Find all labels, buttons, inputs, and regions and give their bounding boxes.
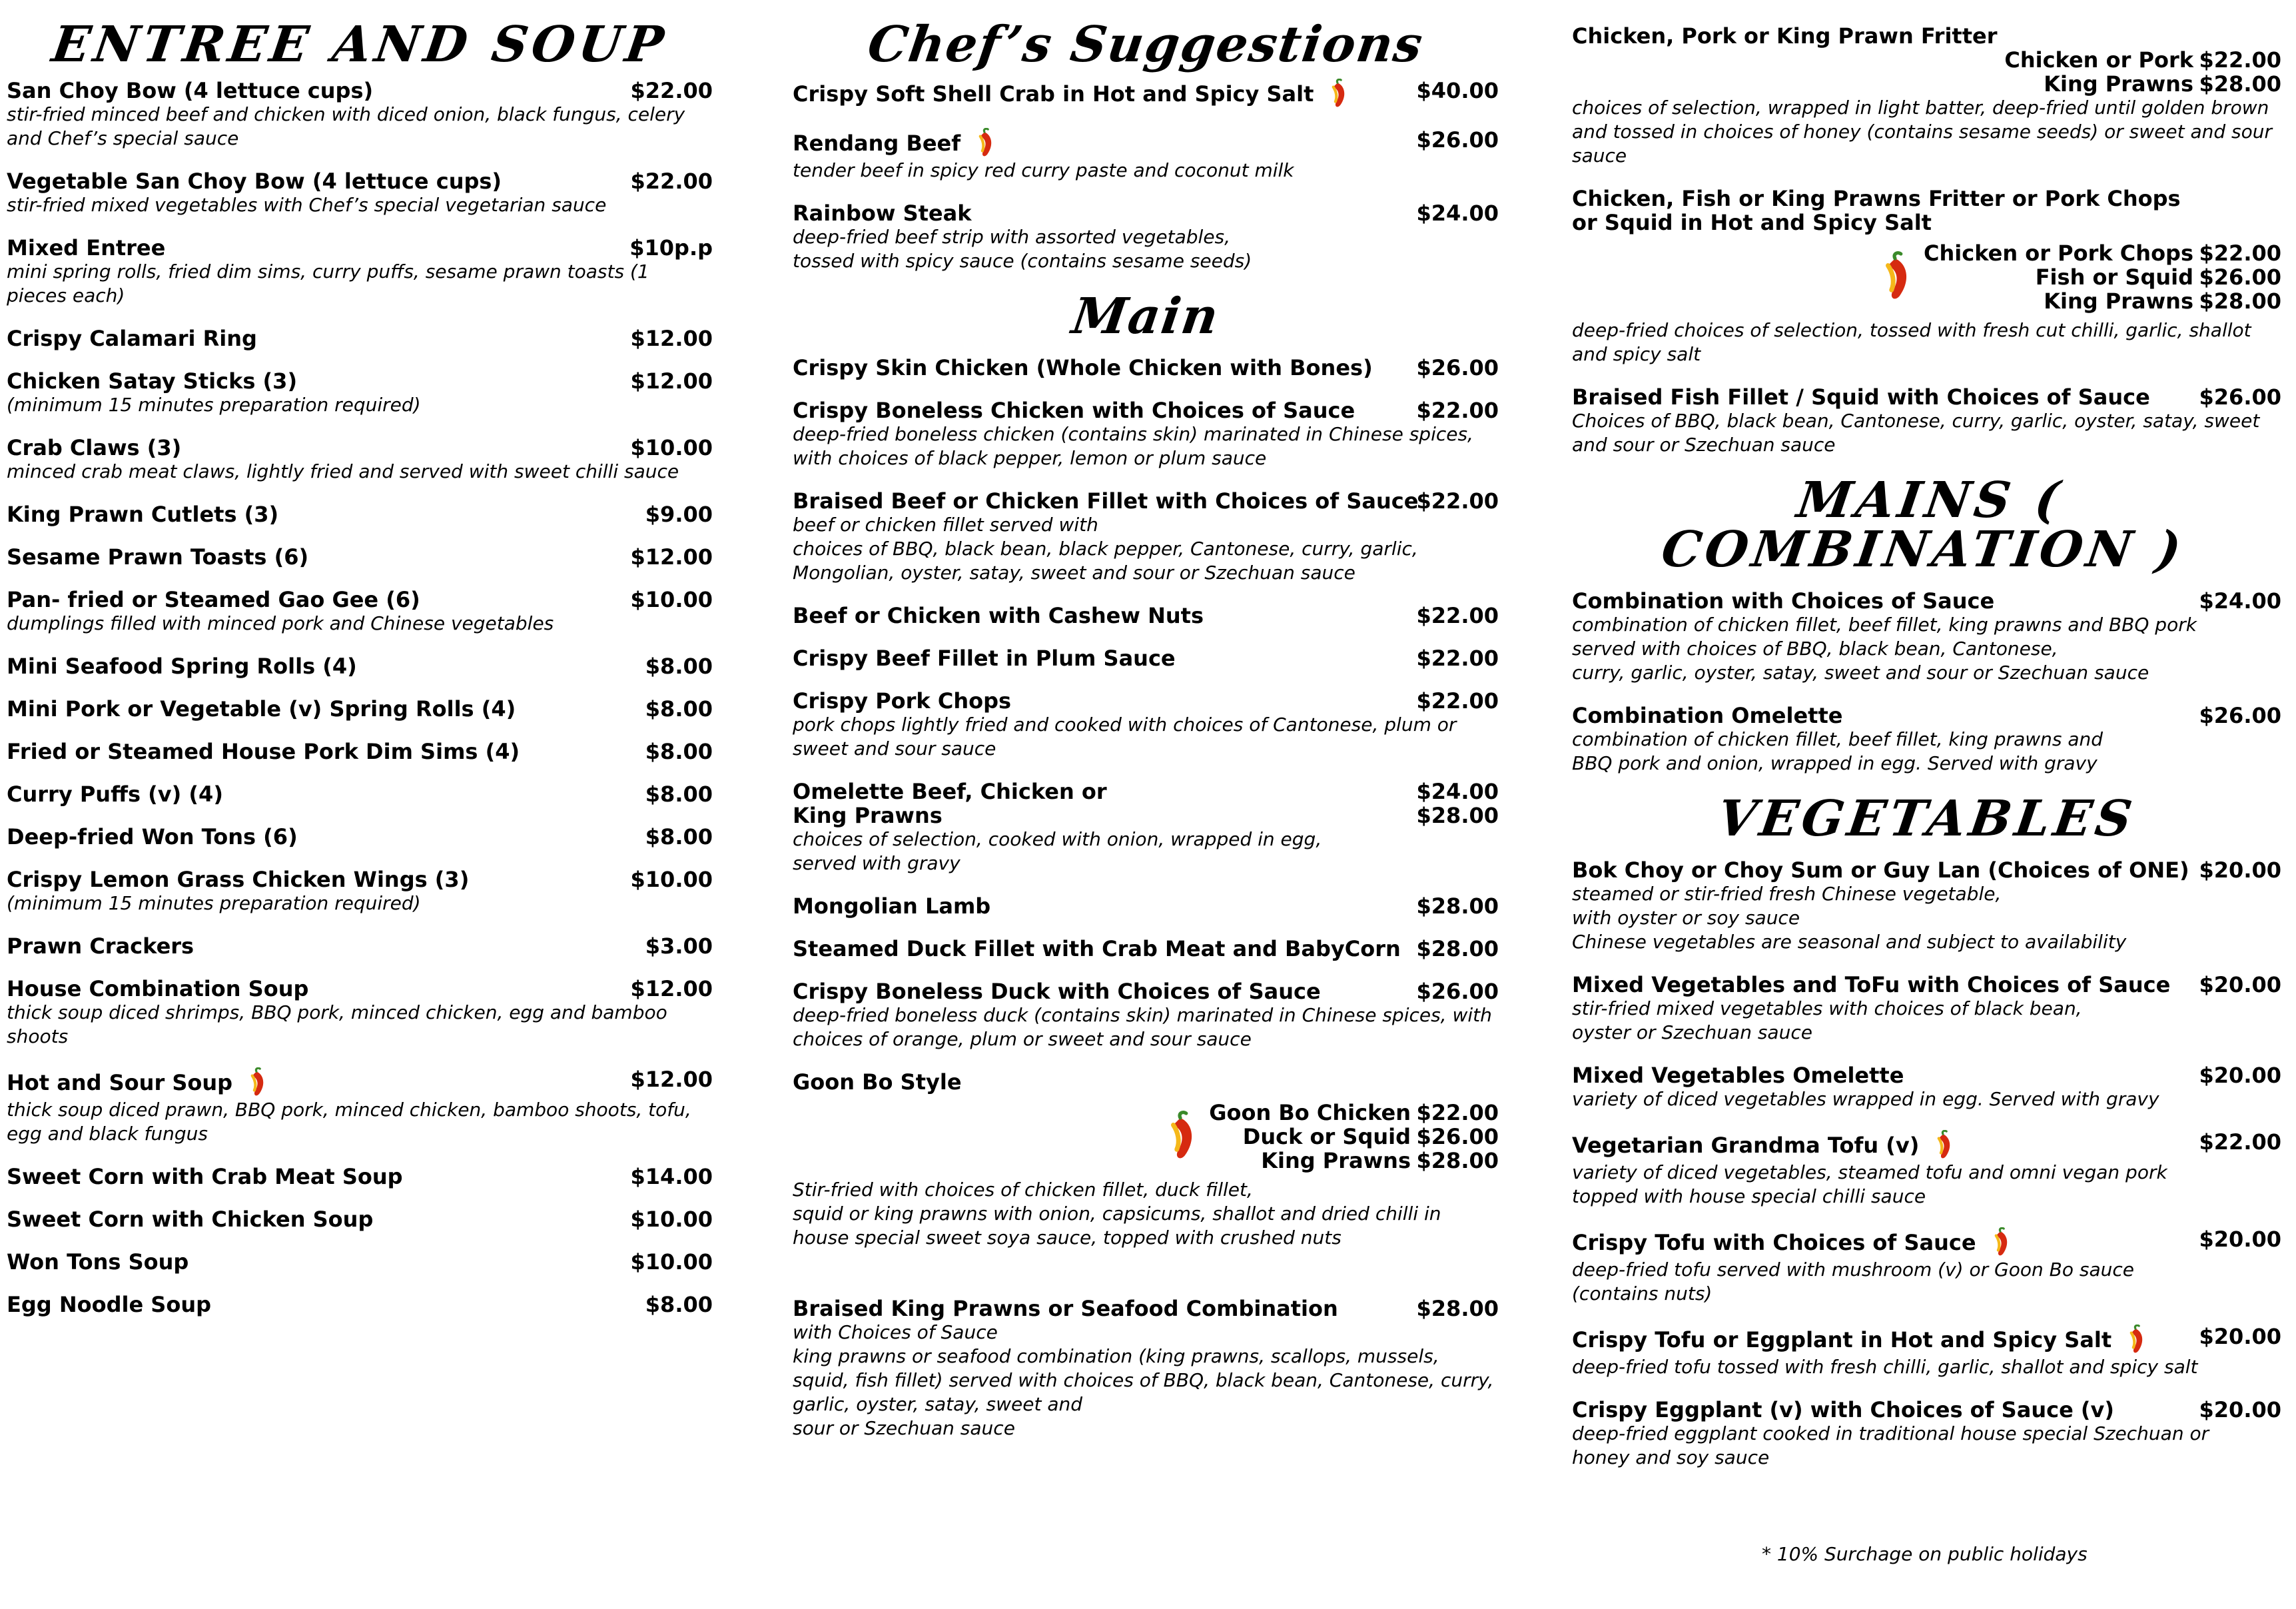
- item-description: dumplings filled with minced pork and Chinese vegetables: [7, 612, 554, 634]
- menu-item: [1572, 1130, 2281, 1209]
- item-price: $28.00: [1416, 1296, 1499, 1321]
- entree-soup-list: [7, 79, 713, 1317]
- item-price: $20.00: [2199, 1227, 2281, 1252]
- option-price: $26.00: [1416, 1124, 1499, 1149]
- item-description: beef or chicken fillet served with: [793, 514, 1098, 536]
- item-price: $22.00: [630, 78, 713, 103]
- item-description: squid or king prawns with onion, capsicums, shallot and dried chilli in house special sweet soya sauce, topped with crushed nuts: [793, 1203, 1441, 1249]
- option-price: $28.00: [2199, 71, 2281, 97]
- item-name-text: Hot and Sour Soup: [7, 1070, 233, 1095]
- item-name: [7, 79, 713, 103]
- chilli-icon: [1986, 1227, 2015, 1258]
- item-description: (minimum 15 minutes preparation required): [7, 394, 421, 416]
- item-description: choices of BBQ, black bean, black pepper, Cantonese, curry, garlic, Mongolian, oyster, satay, sweet and sour or Szechuan sauce: [793, 538, 1418, 584]
- item-name: [7, 934, 713, 958]
- item-price: $12.00: [630, 368, 713, 394]
- item-name: [7, 825, 713, 849]
- item-name-text: House Combination Soup: [7, 976, 309, 1001]
- item-description: steamed or stir-fried fresh Chinese vegetable,: [1572, 883, 2002, 905]
- menu-item: [1572, 704, 2281, 776]
- item-description: deep-fried tofu tossed with fresh chilli, garlic, shallot and spicy salt: [1572, 1356, 2198, 1378]
- item-price: $12.00: [630, 326, 713, 351]
- item-name-text: Mixed Vegetables and ToFu with Choices of Sauce: [1572, 972, 2171, 997]
- menu-item: [7, 502, 713, 526]
- option-row: [1209, 1149, 1499, 1173]
- item-price: $20.00: [2199, 857, 2281, 883]
- item-price: $10.00: [630, 587, 713, 612]
- chef-suggestions-heading: Chef’s Suggestions: [864, 16, 1427, 73]
- item-name-text: Egg Noodle Soup: [7, 1292, 211, 1317]
- spicy-salt-options: [1572, 241, 2281, 313]
- item-name: [7, 369, 713, 393]
- item-name: [793, 128, 1499, 159]
- item-name: [7, 169, 713, 193]
- item-price: $28.00: [1416, 803, 1499, 828]
- item-description: deep-fried boneless duck (contains skin) marinated in Chinese spices, with choices of orange, plum or sweet and sour sauce: [793, 1004, 1492, 1050]
- item-name: [793, 979, 1499, 1003]
- item-name-text: Chicken Satay Sticks (3): [7, 368, 298, 394]
- option-label: King Prawns: [1261, 1148, 1411, 1173]
- item-name: [1572, 589, 2281, 613]
- spicy-salt-item: [1572, 187, 2281, 366]
- chilli-icon: [1157, 1108, 1204, 1165]
- item-name: [793, 398, 1499, 422]
- item-name-text: Mixed Vegetables Omelette: [1572, 1063, 1904, 1088]
- item-description: (contains nuts): [1572, 1283, 1713, 1305]
- item-name-text: Crab Claws (3): [7, 435, 182, 460]
- menu-item: [7, 740, 713, 764]
- item-price: $22.00: [2199, 1129, 2281, 1155]
- menu-item: [793, 604, 1499, 628]
- main-list-continued: [793, 894, 1499, 1051]
- item-description: (minimum 15 minutes preparation required): [7, 892, 421, 914]
- menu-item: [7, 588, 713, 636]
- item-name: [7, 697, 713, 721]
- item-name-text: Rainbow Steak: [793, 201, 972, 226]
- item-description: stir-fried mixed vegetables with choices of black bean,: [1572, 997, 2082, 1019]
- option-row: [1209, 1125, 1499, 1149]
- option-price: $26.00: [2199, 265, 2281, 290]
- item-price: $8.00: [645, 739, 713, 764]
- item-name: [7, 1165, 713, 1189]
- item-price: $22.00: [1416, 688, 1499, 714]
- item-name: [1572, 973, 2281, 997]
- item-name: [1572, 1130, 2281, 1161]
- item-price: $20.00: [2199, 1063, 2281, 1088]
- item-description: pork chops lightly fried and cooked with choices of Cantonese, plum or sweet and sour sauce: [793, 714, 1457, 760]
- item-name: [7, 740, 713, 764]
- item-price: $26.00: [1416, 127, 1499, 153]
- item-name-text: Combination with Choices of Sauce: [1572, 588, 1995, 614]
- item-name-text: Crispy Eggplant (v) with Choices of Sauce (v): [1572, 1397, 2115, 1422]
- main-list: [793, 356, 1499, 761]
- item-price: $40.00: [1416, 78, 1499, 103]
- option-row: [1209, 1101, 1499, 1125]
- option-row: [1572, 48, 2281, 72]
- item-description: deep-fried boneless chicken (contains skin) marinated in Chinese spices, with choices of black pepper, lemon or plum sauce: [793, 423, 1473, 469]
- menu-item: [7, 436, 713, 484]
- item-description: tender beef in spicy red curry paste and coconut milk: [793, 159, 1294, 181]
- item-name: Goon Bo Style: [793, 1069, 962, 1095]
- item-description: BBQ pork and onion, wrapped in egg. Served with gravy: [1572, 752, 2098, 774]
- item-name: [7, 1250, 713, 1274]
- chilli-icon: [1928, 1130, 1958, 1161]
- menu-item: [1572, 973, 2281, 1045]
- menu-item: [7, 236, 713, 308]
- item-price: $28.00: [1416, 936, 1499, 961]
- menu-item: [7, 654, 713, 678]
- item-price: $24.00: [1416, 779, 1499, 804]
- item-description: deep-fried beef strip with assorted vegetables,: [793, 226, 1231, 248]
- item-description: sour or Szechuan sauce: [793, 1417, 1015, 1439]
- item-price: $3.00: [645, 933, 713, 959]
- item-description: curry, garlic, oyster, satay, sweet and sour or Szechuan sauce: [1572, 662, 2149, 684]
- item-price: $10.00: [630, 1207, 713, 1232]
- entree-soup-column: [7, 0, 713, 1335]
- item-price: $10.00: [630, 435, 713, 460]
- item-price: $8.00: [645, 782, 713, 807]
- item-description: combination of chicken fillet, beef fillet, king prawns and BBQ pork: [1572, 614, 2197, 636]
- item-name-text: Crispy Lemon Grass Chicken Wings (3): [7, 867, 470, 892]
- item-description: mini spring rolls, fried dim sims, curry puffs, sesame prawn toasts (1 pieces each): [7, 261, 649, 306]
- item-price: $10.00: [630, 867, 713, 892]
- item-name-text: Braised Beef or Chicken Fillet with Choices of Sauce: [793, 488, 1419, 514]
- item-name: [1572, 1227, 2281, 1258]
- item-name: King Prawns: [793, 803, 943, 828]
- option-label: King Prawns: [2044, 288, 2193, 314]
- goon-bo-item: [793, 1070, 1499, 1250]
- item-description: stir-fried minced beef and chicken with diced onion, black fungus, celery and Chef’s special sauce: [7, 103, 685, 149]
- item-name-text: Steamed Duck Fillet with Crab Meat and BabyCorn: [793, 936, 1401, 961]
- menu-item: [793, 646, 1499, 670]
- option-label: King Prawns: [2044, 71, 2193, 97]
- item-price: $24.00: [2199, 588, 2281, 614]
- item-name: [7, 867, 713, 891]
- option-row: [1924, 241, 2281, 265]
- vegetables-list: [1572, 858, 2281, 1470]
- item-description: served with gravy: [793, 852, 960, 874]
- item-price: $9.00: [645, 502, 713, 527]
- item-description: with oyster or soy sauce: [1572, 907, 1800, 929]
- item-name-text: Vegetable San Choy Bow (4 lettuce cups): [7, 169, 502, 194]
- item-name: [7, 1067, 713, 1098]
- item-name-text: Combination Omelette: [1572, 703, 1843, 728]
- menu-item: [7, 1250, 713, 1274]
- item-description: topped with house special chilli sauce: [1572, 1185, 1926, 1207]
- item-price: $12.00: [630, 1067, 713, 1092]
- surcharge-note: * 10% Surchage on public holidays: [1762, 1543, 2088, 1565]
- item-name-text: Won Tons Soup: [7, 1249, 189, 1275]
- item-price: $24.00: [1416, 201, 1499, 226]
- option-label: Goon Bo Chicken: [1209, 1100, 1411, 1125]
- menu-item: [793, 894, 1499, 918]
- item-price: $22.00: [630, 169, 713, 194]
- chilli-icon: [2121, 1325, 2150, 1355]
- item-description: with Choices of Sauce: [793, 1321, 998, 1343]
- menu-item: [7, 1207, 713, 1231]
- item-name-text: Pan- fried or Steamed Gao Gee (6): [7, 587, 420, 612]
- chef-main-column: [793, 0, 1499, 1459]
- menu-item: [7, 169, 713, 217]
- item-name-text: Sweet Corn with Chicken Soup: [7, 1207, 374, 1232]
- item-name-text: Sesame Prawn Toasts (6): [7, 544, 309, 570]
- item-name-text: Crispy Skin Chicken (Whole Chicken with Bones): [793, 355, 1373, 380]
- item-price: $12.00: [630, 544, 713, 570]
- item-name-text: Mini Pork or Vegetable (v) Spring Rolls (4): [7, 696, 516, 722]
- item-description: Stir-fried with choices of chicken fillet, duck fillet,: [793, 1179, 1253, 1201]
- vegetables-heading: VEGETABLES: [1714, 790, 2139, 847]
- menu-item: [7, 369, 713, 417]
- item-name-text: Crispy Boneless Chicken with Choices of Sauce: [793, 398, 1355, 423]
- item-name: [1572, 704, 2281, 728]
- item-price: $26.00: [2199, 384, 2281, 410]
- item-name: [793, 356, 1499, 380]
- item-name: [7, 654, 713, 678]
- option-label: Duck or Squid: [1242, 1124, 1411, 1149]
- item-description: served with choices of BBQ, black bean, Cantonese,: [1572, 638, 2058, 660]
- item-name-text: Fried or Steamed House Pork Dim Sims (4): [7, 739, 520, 764]
- item-name-text: Crispy Pork Chops: [793, 688, 1012, 714]
- item-name-text: Crispy Boneless Duck with Choices of Sauce: [793, 979, 1321, 1004]
- item-name: [793, 201, 1499, 225]
- chilli-icon: [1872, 249, 1918, 306]
- mains-veg-column: [1572, 0, 2281, 1488]
- menu-item: [793, 398, 1499, 470]
- option-label: Chicken or Pork Chops: [1924, 241, 2193, 266]
- menu-item: [793, 79, 1499, 109]
- item-name: [793, 604, 1499, 628]
- item-description: deep-fried eggplant cooked in traditional house special Szechuan or: [1572, 1422, 2209, 1444]
- chilli-icon: [242, 1067, 271, 1098]
- item-name: Chicken, Fish or King Prawns Fritter or Pork Chops: [1572, 186, 2181, 211]
- item-name: Braised Fish Fillet / Squid with Choices of Sauce: [1572, 384, 2150, 410]
- item-description: thick soup diced prawn, BBQ pork, minced chicken, bamboo shoots, tofu, egg and black fungus: [7, 1099, 691, 1145]
- option-label: Chicken or Pork: [2004, 47, 2193, 73]
- fritter-options: [1572, 48, 2281, 96]
- menu-item: [7, 1165, 713, 1189]
- mains-combination-heading: MAINS ( COMBINATION ): [1658, 472, 2189, 578]
- fritter-item: [1572, 24, 2281, 168]
- item-name: [1572, 1325, 2281, 1355]
- item-name: [7, 977, 713, 1001]
- chilli-icon: [970, 128, 999, 159]
- main-heading: Main: [1068, 288, 1223, 345]
- item-name: [793, 646, 1499, 670]
- chef-suggestions-list: [793, 79, 1499, 273]
- item-name: [793, 79, 1499, 109]
- menu-item: [793, 489, 1499, 585]
- item-price: $12.00: [630, 976, 713, 1001]
- item-name: [7, 1293, 713, 1317]
- item-description: thick soup diced shrimps, BBQ pork, minced chicken, egg and bamboo shoots: [7, 1001, 667, 1047]
- item-price: $22.00: [1416, 488, 1499, 514]
- item-name-text: Mixed Entree: [7, 235, 166, 261]
- menu-item: [793, 689, 1499, 761]
- item-name: [793, 894, 1499, 918]
- item-description: tossed with spicy sauce (contains sesame seeds): [793, 250, 1252, 272]
- item-name-text: Mongolian Lamb: [793, 893, 991, 919]
- combination-list: [1572, 589, 2281, 776]
- item-price: $10p.p: [629, 235, 713, 261]
- item-description: combination of chicken fillet, beef fillet, king prawns and: [1572, 728, 2104, 750]
- item-description: deep-fried tofu served with mushroom (v) or Goon Bo sauce: [1572, 1259, 2134, 1281]
- item-name: Braised King Prawns or Seafood Combination: [793, 1296, 1338, 1321]
- item-price: $26.00: [1416, 979, 1499, 1004]
- item-description: choices of selection, cooked with onion, wrapped in egg,: [793, 828, 1322, 850]
- item-price: $22.00: [1416, 603, 1499, 628]
- menu-item: [7, 977, 713, 1049]
- item-price: $14.00: [630, 1164, 713, 1189]
- item-price: $22.00: [1416, 646, 1499, 671]
- option-row: [1924, 289, 2281, 313]
- option-price: $28.00: [2199, 288, 2281, 314]
- item-description: variety of diced vegetables wrapped in egg. Served with gravy: [1572, 1088, 2159, 1110]
- menu-item: [1572, 1398, 2281, 1470]
- item-name-text: Beef or Chicken with Cashew Nuts: [793, 603, 1204, 628]
- item-name-text: Crispy Beef Fillet in Plum Sauce: [793, 646, 1176, 671]
- item-name: [7, 588, 713, 612]
- item-name-text: Deep-fried Won Tons (6): [7, 824, 298, 849]
- option-label: Fish or Squid: [2035, 265, 2193, 290]
- item-price: $20.00: [2199, 1324, 2281, 1349]
- item-description: oyster or Szechuan sauce: [1572, 1021, 1812, 1043]
- item-name: [793, 937, 1499, 961]
- item-name-text: Vegetarian Grandma Tofu (v): [1572, 1133, 1920, 1158]
- menu-item: [7, 867, 713, 915]
- menu-item: [793, 979, 1499, 1051]
- item-description: Chinese vegetables are seasonal and subject to availability: [1572, 931, 2127, 953]
- item-name: [7, 236, 713, 260]
- menu-item: [7, 934, 713, 958]
- option-price: $22.00: [2199, 47, 2281, 73]
- item-name-text: Curry Puffs (v) (4): [7, 782, 223, 807]
- item-price: $8.00: [645, 1292, 713, 1317]
- item-name: [793, 689, 1499, 713]
- braised-fish-item: [1572, 385, 2281, 457]
- menu-item: [7, 697, 713, 721]
- item-price: $8.00: [645, 696, 713, 722]
- menu-item: [793, 356, 1499, 380]
- option-price: $28.00: [1416, 1148, 1499, 1173]
- menu-item: [793, 128, 1499, 183]
- item-description: choices of selection, wrapped in light batter, deep-fried until golden brown and tossed in choices of honey (contains sesame seeds) or sweet and sour sauce: [1572, 97, 2273, 167]
- entree-soup-heading: ENTREE AND SOUP: [48, 16, 671, 73]
- item-name: [1572, 1063, 2281, 1087]
- item-price: $26.00: [1416, 355, 1499, 380]
- item-price: $20.00: [2199, 972, 2281, 997]
- item-name: Chicken, Pork or King Prawn Fritter: [1572, 23, 1998, 49]
- option-row: [1572, 72, 2281, 96]
- item-name: [1572, 1398, 2281, 1422]
- item-name: or Squid in Hot and Spicy Salt: [1572, 210, 1932, 235]
- item-name: [7, 1207, 713, 1231]
- menu-item: [1572, 858, 2281, 954]
- item-name: [7, 545, 713, 569]
- item-description: king prawns or seafood combination (king prawns, scallops, mussels, squid, fish fillet) served with choices of BBQ, black bean, Cantonese, curry, garlic, oyster, satay, sweet and: [793, 1345, 1494, 1415]
- item-name-text: Crispy Tofu with Choices of Sauce: [1572, 1230, 1976, 1255]
- menu-item: [7, 825, 713, 849]
- menu-item: [1572, 1227, 2281, 1306]
- menu-item: [7, 1067, 713, 1146]
- menu-item: [793, 201, 1499, 273]
- item-name-text: Crispy Tofu or Eggplant in Hot and Spicy Salt: [1572, 1327, 2112, 1352]
- goon-bo-options: [793, 1101, 1499, 1173]
- item-name-text: Crispy Calamari Ring: [7, 326, 257, 351]
- item-name: [7, 326, 713, 350]
- option-row: [1924, 265, 2281, 289]
- item-price: $10.00: [630, 1249, 713, 1275]
- item-description: deep-fried choices of selection, tossed with fresh cut chilli, garlic, shallot and spicy salt: [1572, 319, 2251, 365]
- item-name-text: Rendang Beef: [793, 131, 961, 156]
- item-name: Omelette Beef, Chicken or: [793, 779, 1107, 804]
- item-price: $22.00: [1416, 398, 1499, 423]
- item-name: [7, 502, 713, 526]
- item-name-text: Prawn Crackers: [7, 933, 194, 959]
- menu-item: [7, 326, 713, 350]
- menu-item: [1572, 589, 2281, 685]
- item-name: [7, 782, 713, 806]
- item-name-text: Mini Seafood Spring Rolls (4): [7, 654, 357, 679]
- item-name-text: King Prawn Cutlets (3): [7, 502, 279, 527]
- item-price: $28.00: [1416, 893, 1499, 919]
- item-name-text: San Choy Bow (4 lettuce cups): [7, 78, 374, 103]
- chilli-icon: [1323, 79, 1352, 109]
- item-description: minced crab meat claws, lightly fried and served with sweet chilli sauce: [7, 460, 679, 482]
- item-name-text: Crispy Soft Shell Crab in Hot and Spicy Salt: [793, 81, 1314, 107]
- item-name: [7, 436, 713, 460]
- menu-item: [7, 1293, 713, 1317]
- item-price: $8.00: [645, 824, 713, 849]
- item-name: [1572, 858, 2281, 882]
- item-name: [793, 489, 1499, 513]
- item-price: $26.00: [2199, 703, 2281, 728]
- menu-item: [7, 79, 713, 151]
- seafood-combination-item: [793, 1297, 1499, 1440]
- item-description: Choices of BBQ, black bean, Cantonese, curry, garlic, oyster, satay, sweet and sour or Szechuan sauce: [1572, 410, 2260, 456]
- option-price: $22.00: [2199, 241, 2281, 266]
- menu-item: [793, 937, 1499, 961]
- item-price: $8.00: [645, 654, 713, 679]
- menu-item: [1572, 1063, 2281, 1111]
- item-description: stir-fried mixed vegetables with Chef’s special vegetarian sauce: [7, 194, 607, 216]
- item-description: variety of diced vegetables, steamed tofu and omni vegan pork: [1572, 1161, 2167, 1183]
- option-price: $22.00: [1416, 1100, 1499, 1125]
- item-name-text: Bok Choy or Choy Sum or Guy Lan (Choices of ONE): [1572, 857, 2189, 883]
- menu-item: [1572, 1325, 2281, 1379]
- menu-item: [7, 545, 713, 569]
- item-price: $20.00: [2199, 1397, 2281, 1422]
- item-description: honey and soy sauce: [1572, 1446, 1770, 1468]
- menu-item: [7, 782, 713, 806]
- omelette-item: [793, 780, 1499, 875]
- item-name-text: Sweet Corn with Crab Meat Soup: [7, 1164, 403, 1189]
